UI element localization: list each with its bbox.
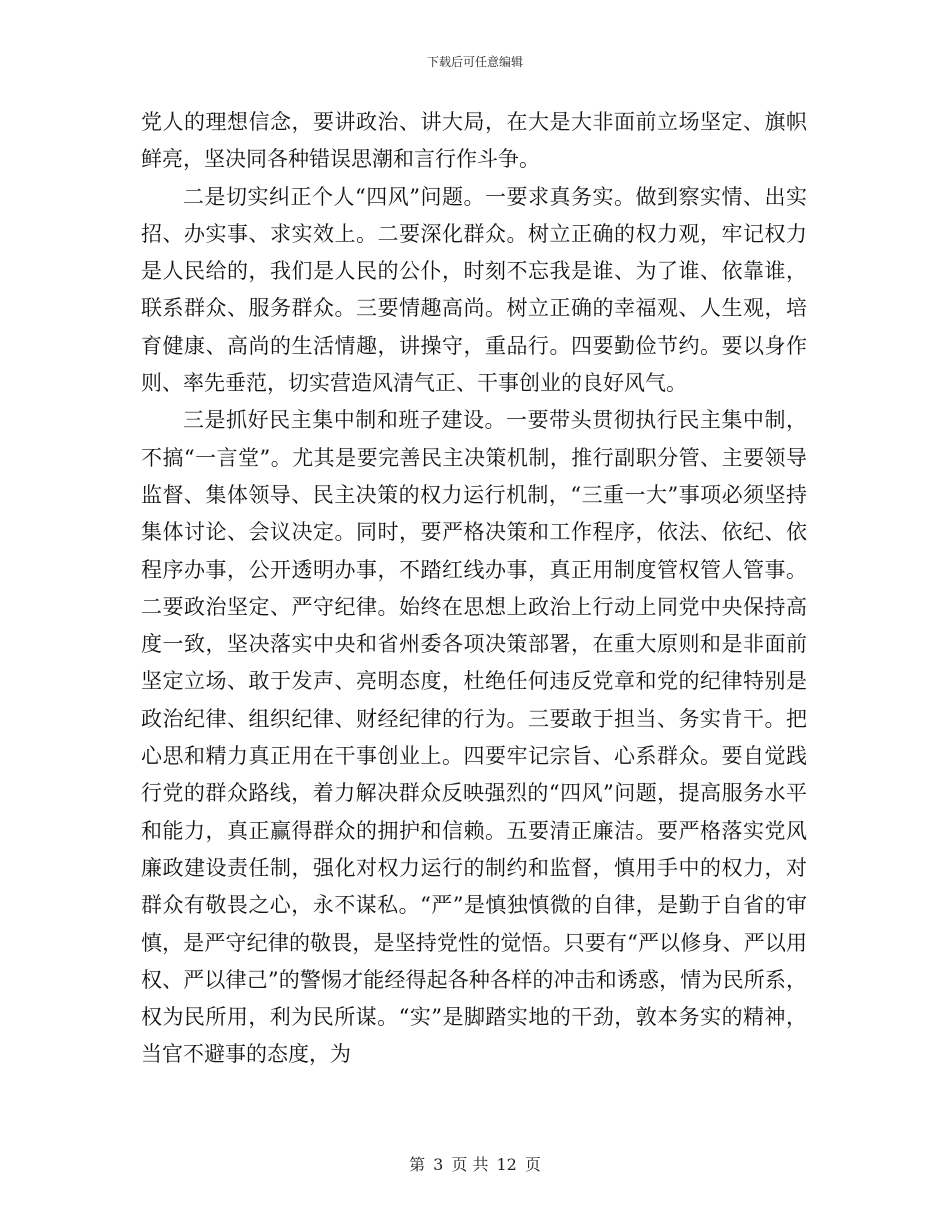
page-header: 下载后可任意编辑: [426, 55, 523, 69]
paragraph-1: 党人的理想信念，要讲政治、讲大局，在大是大非面前立场坚定、旗帜鲜亮，坚决同各种错误思潮和言行作斗争。: [141, 110, 807, 172]
footer-prefix: 第: [409, 1155, 426, 1174]
paragraph-3: 三是抓好民主集中制和班子建设。一要带头贯彻执行民主集中制，不搞“一言堂”。尤其是要完善民主决策机制，推行副职分管、主要领导监督、集体领导、民主决策的权力运行机制，“三重一大”事项必须坚持集体讨论、会议决定。同时，要严格决策和工作程序，依法、依纪、依程序办事，公开透明办事，不踏红线办事，真正用制度管权管人管事。二要政治坚定、严守纪律。始终在思想上政治上行动上同党中央保持高度一致，坚决落实中央和省州委各项决策部署，在重大原则和是非面前坚定立场、敢于发声、亮明态度，杜绝任何违反党章和党的纪律特别是政治纪律、组织纪律、财经纪律的行为。三要敢于担当、务实肯干。把心思和精力真正用在干事创业上。四要牢记宗旨、心系群众。要自觉践行党的群众路线，着力解决群众反映强烈的“四风”问题，提高服务水平和能力，真正赢得群众的拥护和信赖。五要清正廉洁。要严格落实党风廉政建设责任制，强化对权力运行的制约和监督，慎用手中的权力，对群众有敬畏之心，永不谋私。“严”是慎独慎微的自律，是勤于自省的审慎，是严守纪律的敬畏，是坚持党性的觉悟。只要有“严以修身、严以用权、严以律己”的警惕才能经得起各种各样的冲击和诱惑，情为民所系，权为民所用，利为民所谋。“实”是脚踏实地的干劲，敦本务实的精神，当官不避事的态度，为: [141, 408, 807, 1067]
footer-suffix: 页: [524, 1155, 541, 1174]
page-footer: [0, 1155, 950, 1175]
footer-page-number: 3: [433, 1155, 444, 1174]
body-text: [141, 104, 807, 1074]
footer-middle: 页 共: [451, 1155, 489, 1174]
footer-total-pages: 12: [496, 1155, 517, 1174]
paragraph-2: 二是切实纠正个人“四风”问题。一要求真务实。做到察实情、出实招、办实事、求实效上。二要深化群众。树立正确的权力观，牢记权力是人民给的，我们是人民的公仆，时刻不忘我是谁、为了谁、依靠谁，联系群众、服务群众。三要情趣高尚。树立正确的幸福观、人生观，培育健康、高尚的生活情趣，讲操守，重品行。四要勤俭节约。要以身作则、率先垂范，切实营造风清气正、干事创业的良好风气。: [141, 184, 807, 396]
